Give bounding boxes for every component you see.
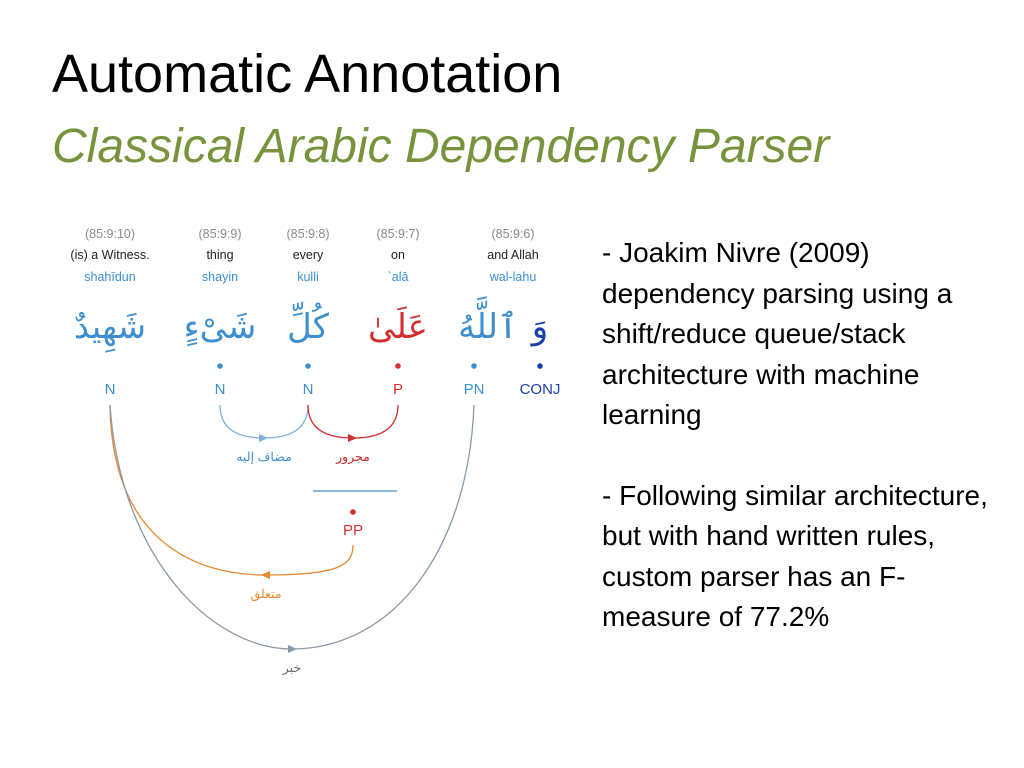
word-arabic-stem: ٱللَّهُ xyxy=(458,308,518,346)
bullet-item: - Joakim Nivre (2009) dependency parsing using a shift/reduce queue/stack architecture with machine learning xyxy=(602,237,953,430)
slide-title: Automatic Annotation xyxy=(52,44,563,104)
word-location: (85:9:10) xyxy=(84,227,136,241)
arc-khabar xyxy=(110,405,474,649)
pos-tag: N xyxy=(302,381,314,398)
word-ala xyxy=(368,227,428,398)
relation-label: مجرور xyxy=(336,450,370,464)
word-location: (85:9:7) xyxy=(376,227,420,241)
node-dot xyxy=(217,363,223,369)
word-wallahu xyxy=(458,227,560,398)
arrowhead-icon xyxy=(348,434,357,442)
word-arabic: شَهِيدٌ xyxy=(73,308,147,346)
relation-label: خبر xyxy=(282,661,302,675)
word-shahidun xyxy=(70,227,149,398)
word-kulli xyxy=(286,227,329,398)
word-gloss: every xyxy=(292,248,324,262)
pos-tag: N xyxy=(214,381,226,398)
word-transliteration: kulli xyxy=(297,270,319,284)
node-dot xyxy=(395,363,401,369)
arc-idafa xyxy=(220,405,308,438)
slide-subtitle: Classical Arabic Dependency Parser xyxy=(52,120,830,173)
word-arabic-prefix: وَ xyxy=(531,308,549,346)
word-transliteration: wal-lahu xyxy=(489,270,537,284)
bullet-item: - Following similar architecture, but with hand written rules, custom parser has an F-measure of 77.2% xyxy=(602,479,988,632)
word-gloss: on xyxy=(391,248,405,262)
arrowhead-icon xyxy=(288,645,297,653)
pos-tag: CONJ xyxy=(519,381,561,398)
relation-label: متعلق xyxy=(250,587,282,601)
node-dot xyxy=(305,363,311,369)
word-location: (85:9:8) xyxy=(286,227,330,241)
word-transliteration: shahīdun xyxy=(84,270,136,284)
bullet-list xyxy=(602,233,1012,638)
word-transliteration: shayin xyxy=(201,270,239,284)
arrowhead-icon xyxy=(259,434,268,442)
dependency-diagram xyxy=(0,215,600,695)
word-location: (85:9:9) xyxy=(198,227,242,241)
arc-majrur xyxy=(308,405,398,438)
word-gloss: (is) a Witness. xyxy=(70,248,150,262)
relation-label: مضاف إليه xyxy=(236,450,292,464)
word-shayin xyxy=(184,227,257,398)
phrase-tag: PP xyxy=(342,522,364,539)
word-gloss: and Allah xyxy=(487,248,539,262)
word-location: (85:9:6) xyxy=(491,227,535,241)
pos-tag: PN xyxy=(463,381,485,398)
word-arabic: عَلَىٰ xyxy=(368,308,428,346)
word-gloss: thing xyxy=(206,248,234,262)
pos-tag: P xyxy=(392,381,404,398)
node-dot xyxy=(471,363,477,369)
node-dot xyxy=(537,363,543,369)
phrase-node-dot xyxy=(350,509,356,515)
word-arabic: كُلِّ xyxy=(287,308,329,346)
word-arabic: شَىْءٍ xyxy=(183,308,257,346)
word-transliteration: `alā xyxy=(387,270,409,284)
arrowhead-icon xyxy=(261,571,270,579)
pos-tag: N xyxy=(104,381,116,398)
